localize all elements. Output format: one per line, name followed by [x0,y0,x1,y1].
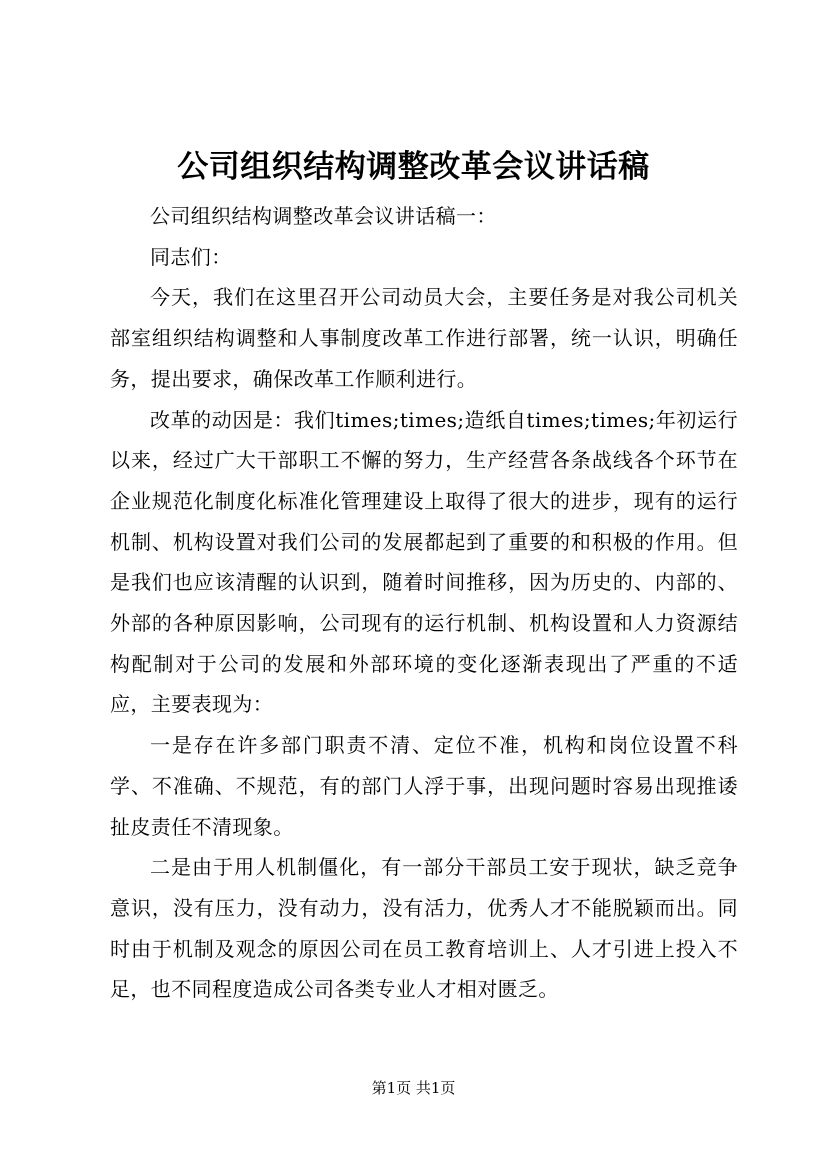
document-title: 公司组织结构调整改革会议讲话稿 [177,149,650,185]
document-body [110,196,738,1010]
paragraph-heading: 公司组织结构调整改革会议讲话稿一： [150,204,497,228]
paragraph-salutation: 同志们： [150,244,232,269]
page-number-footer: 第1页 共1页 [371,1079,456,1097]
paragraph-reason: 改革的动因是：我们times;times;造纸自times;times;年初运行以来，经过广大干部职工不懈的努力，生产经营各条战线各个环节在企业规范化制度化标准化管理建设上取得了很大的进步，现有的运行机制、机构设置对我们公司的发展都起到了重要的和积极的作用。但是我们也应该清醒的认识到，随着时间推移，因为历史的、内部的、外部的各种原因影响，公司现有的运行机制、机构设置和人力资源结构配制对于公司的发展和外部环境的变化逐渐表现出了严重的不适应，主要表现为： [110,407,738,717]
paragraph-point-one: 一是存在许多部门职责不清、定位不准，机构和岗位设置不科学、不准确、不规范，有的部门人浮于事，出现问题时容易出现推诿扯皮责任不清现象。 [110,733,738,839]
paragraph-point-two: 二是由于用人机制僵化，有一部分干部员工安于现状，缺乏竞争意识，没有压力，没有动力，没有活力，优秀人才不能脱颖而出。同时由于机制及观念的原因公司在员工教育培训上、人才引进上投入不足，也不同程度造成公司各类专业人才相对匮乏。 [110,855,738,1002]
paragraph-intro: 今天，我们在这里召开公司动员大会，主要任务是对我公司机关部室组织结构调整和人事制度改革工作进行部署，统一认识，明确任务，提出要求，确保改革工作顺利进行。 [110,285,738,391]
